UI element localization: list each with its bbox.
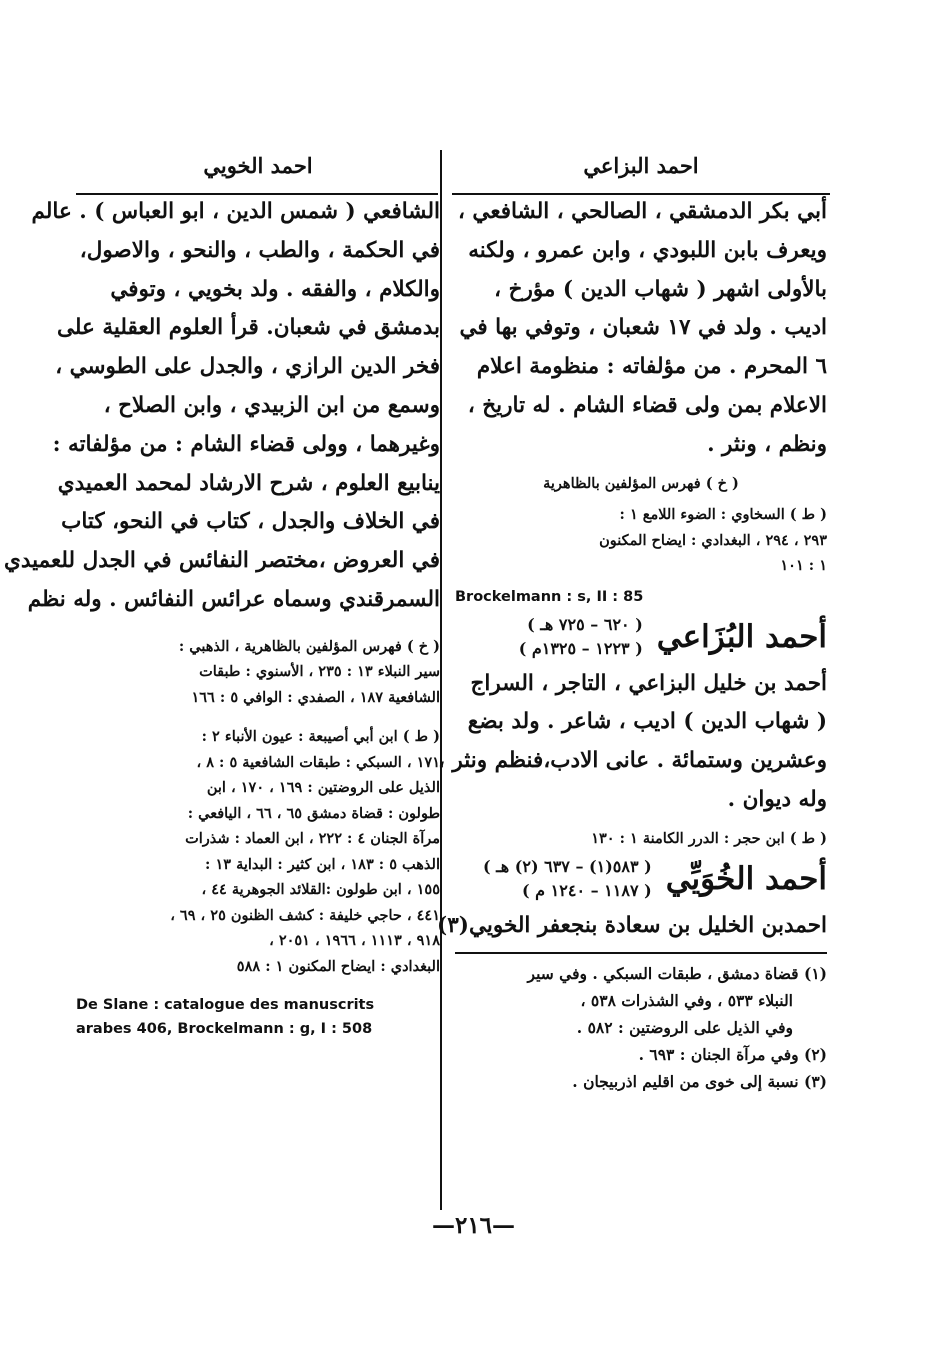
reference-line: arabes 406, Brockelmann : g, I : 508 bbox=[76, 1021, 373, 1038]
text-line: في الخلاف والجدل ، كتاب في النحو، كتاب bbox=[61, 509, 440, 535]
reference-manuscripts bbox=[76, 634, 440, 711]
reference-manuscripts: ( خ ) فهرس المؤلفين بالظاهرية bbox=[543, 474, 739, 492]
text-line: وغيرهما ، وولى قضاء الشام : من مؤلفاته : bbox=[52, 431, 440, 457]
footnote-line: النبلاء ٥٣٣ ، وفي الشذرات ٥٣٨ ، bbox=[580, 991, 793, 1011]
dates-gregorian: ( ١٢٢٣ – ١٣٢٥م ) bbox=[518, 638, 643, 658]
running-header-left: احمد الخويي bbox=[203, 153, 313, 178]
text-line: الاعلام بمن ولى قضاء الشام . له تاريخ ، bbox=[467, 392, 827, 418]
left-column bbox=[4, 148, 440, 1041]
footnote-line: وفي الذيل على الروضتين : ٥٨٢ . bbox=[576, 1018, 793, 1038]
reference-line: ٤٤١ ، حاجي خليفة : كشف الظنون ٢٥ ، ٦٩ ، bbox=[170, 906, 440, 924]
footnotes bbox=[455, 960, 827, 1095]
reference-line: ( خ ) فهرس المؤلفين بالظاهرية ، الذهبي : bbox=[178, 637, 440, 655]
text-line: في العروض ،مختصر النفائس في الجدل للعميدي bbox=[4, 548, 440, 574]
reference-latin bbox=[76, 993, 440, 1041]
right-column bbox=[437, 148, 827, 1095]
text-line: أبي بكر الدمشقي ، الصالحي ، الشافعي ، bbox=[457, 199, 827, 224]
reference-line: ( ط ) السخاوي : الضوء اللامع ١ : bbox=[619, 506, 827, 524]
entry-heading-buzai bbox=[455, 613, 827, 661]
text-line: ٦ المحرم . من مؤلفاته : منظومة اعلام bbox=[476, 354, 827, 380]
text-line: أحمد بن خليل البزاعي ، التاجر ، السراج bbox=[470, 670, 827, 696]
page-number: —٢١٦— bbox=[431, 1212, 516, 1239]
text-line: ينابيع العلوم ، شرح الارشاد لمحمد العميدي bbox=[57, 470, 440, 496]
reference-line: ١٧١ ، السبكي : طبقات الشافعية ٥ : ٨ ، bbox=[196, 753, 440, 771]
reference-latin: Brockelmann : s, II : 85 bbox=[455, 588, 644, 605]
footnote-rule bbox=[455, 952, 827, 954]
entry-name: أحمد البُزَاعي bbox=[656, 618, 827, 655]
reference-line: ١٥٥ ، ابن طولون :القلائد الجوهرية ٤٤ ، bbox=[201, 881, 440, 899]
text-line: السمرقندي وسماه عرائس النفائس . وله نظم bbox=[27, 586, 440, 612]
text-line: الشافعي ( شمس الدين ، ابو العباس ) . عالم bbox=[31, 199, 440, 224]
reference-line: ٩١٨ ، ١١١٣ ، ١٩٦٦ ، ٢٠٥١ ، bbox=[269, 932, 440, 950]
entry-name: أحمد الخُوَيِّي bbox=[665, 861, 827, 898]
dates-gregorian: ( ١١٨٧ – ١٢٤٠ م ) bbox=[522, 881, 652, 901]
reference-line: الشافعية ١٨٧ ، الصفدي : الوافي ٥ : ١٦٦ bbox=[191, 688, 440, 706]
reference-line: ٢٩٣ ، ٢٩٤ ، البغدادي : ايضاح المكنون bbox=[599, 531, 827, 549]
text-line: بدمشق في شعبان. قرأ العلوم العقلية على bbox=[56, 315, 440, 341]
dates-hijri: ( ٦٢٠ – ٧٢٥ هـ ) bbox=[527, 614, 643, 634]
entry-dates bbox=[483, 855, 652, 903]
text-line: بالأولى اشهر ( شهاب الدين ) مؤرخ ، bbox=[494, 276, 827, 302]
entry-body bbox=[437, 665, 827, 820]
reference-line: ( ط ) ابن أبي أصيبعة : عيون الأنباء ٢ : bbox=[201, 728, 440, 746]
text-line: ونظم ، ونثر . bbox=[707, 431, 827, 457]
entry-dates bbox=[519, 613, 643, 661]
text-line: احمدبن الخليل بن سعادة بنجعفر الخويي(٣) bbox=[437, 913, 827, 939]
text-line: اديب . ولد في ١٧ شعبان ، وتوفي بها في bbox=[459, 315, 827, 341]
reference-line: ١ : ١٠١ bbox=[780, 557, 827, 575]
reference-line: De Slane : catalogue des manuscrits bbox=[76, 997, 375, 1014]
footnote-line: (١) قضاة دمشق ، طبقات السبكي . وفي سير bbox=[527, 964, 827, 984]
reference-printed bbox=[76, 724, 440, 979]
footnote-line: (٢) وفي مرآة الجنان : ٦٩٣ . bbox=[638, 1045, 827, 1065]
reference-printed: ( ط ) ابن حجر : الدرر الكامنة ١ : ١٣٠ bbox=[591, 829, 827, 847]
text-line: في الحكمة ، والطب ، والنحو ، والاصول، bbox=[79, 237, 440, 263]
text-line: وعشرين وستمائة . عانى الادب،فنظم ونثر ، bbox=[437, 748, 827, 774]
column-divider bbox=[440, 150, 442, 1210]
reference-line: سير النبلاء ١٣ : ٢٣٥ ، الأسنوي : طبقات bbox=[199, 663, 440, 681]
reference-line: طولون : قضاة دمشق ٦٥ ، ٦٦ ، اليافعي : bbox=[187, 804, 440, 822]
text-line: ويعرف بابن اللبودي ، وابن عمرو ، ولكنه bbox=[468, 237, 827, 263]
text-line: وله ديوان . bbox=[727, 786, 827, 812]
text-line: والكلام ، والفقه . ولد بخويي ، وتوفي bbox=[110, 276, 440, 302]
reference-printed bbox=[455, 502, 827, 579]
entry-heading-khuwayyi bbox=[455, 855, 827, 903]
footnote-line: (٣) نسبة إلى خوى من اقليم اذربيجان . bbox=[572, 1072, 827, 1092]
text-line: فخر الدين الرازي ، والجدل على الطوسي ، bbox=[55, 354, 440, 380]
text-line: وسمع من ابن الزبيدي ، وابن الصلاح ، bbox=[103, 392, 440, 418]
body-text bbox=[4, 193, 440, 620]
running-header-right: احمد البزاعي bbox=[583, 153, 699, 178]
reference-line: مرآة الجنان ٤ : ٢٢٢ ، ابن العماد : شذرات bbox=[185, 830, 440, 848]
reference-line: الذيل على الروضتين : ١٦٩ ، ١٧٠ ، ابن bbox=[206, 779, 440, 797]
reference-line: البغدادي : ايضاح المكنون ١ : ٥٨٨ bbox=[236, 957, 440, 975]
text-line: ( شهاب الدين ) اديب ، شاعر . ولد بضع bbox=[467, 709, 827, 735]
dates-hijri: ( ٥٨٣(١) – ٦٣٧ (٢) هـ ) bbox=[482, 857, 652, 877]
reference-line: الذهب ٥ : ١٨٣ ، ابن كثير : البداية ١٣ : bbox=[205, 855, 440, 873]
continuation-text bbox=[455, 193, 827, 465]
